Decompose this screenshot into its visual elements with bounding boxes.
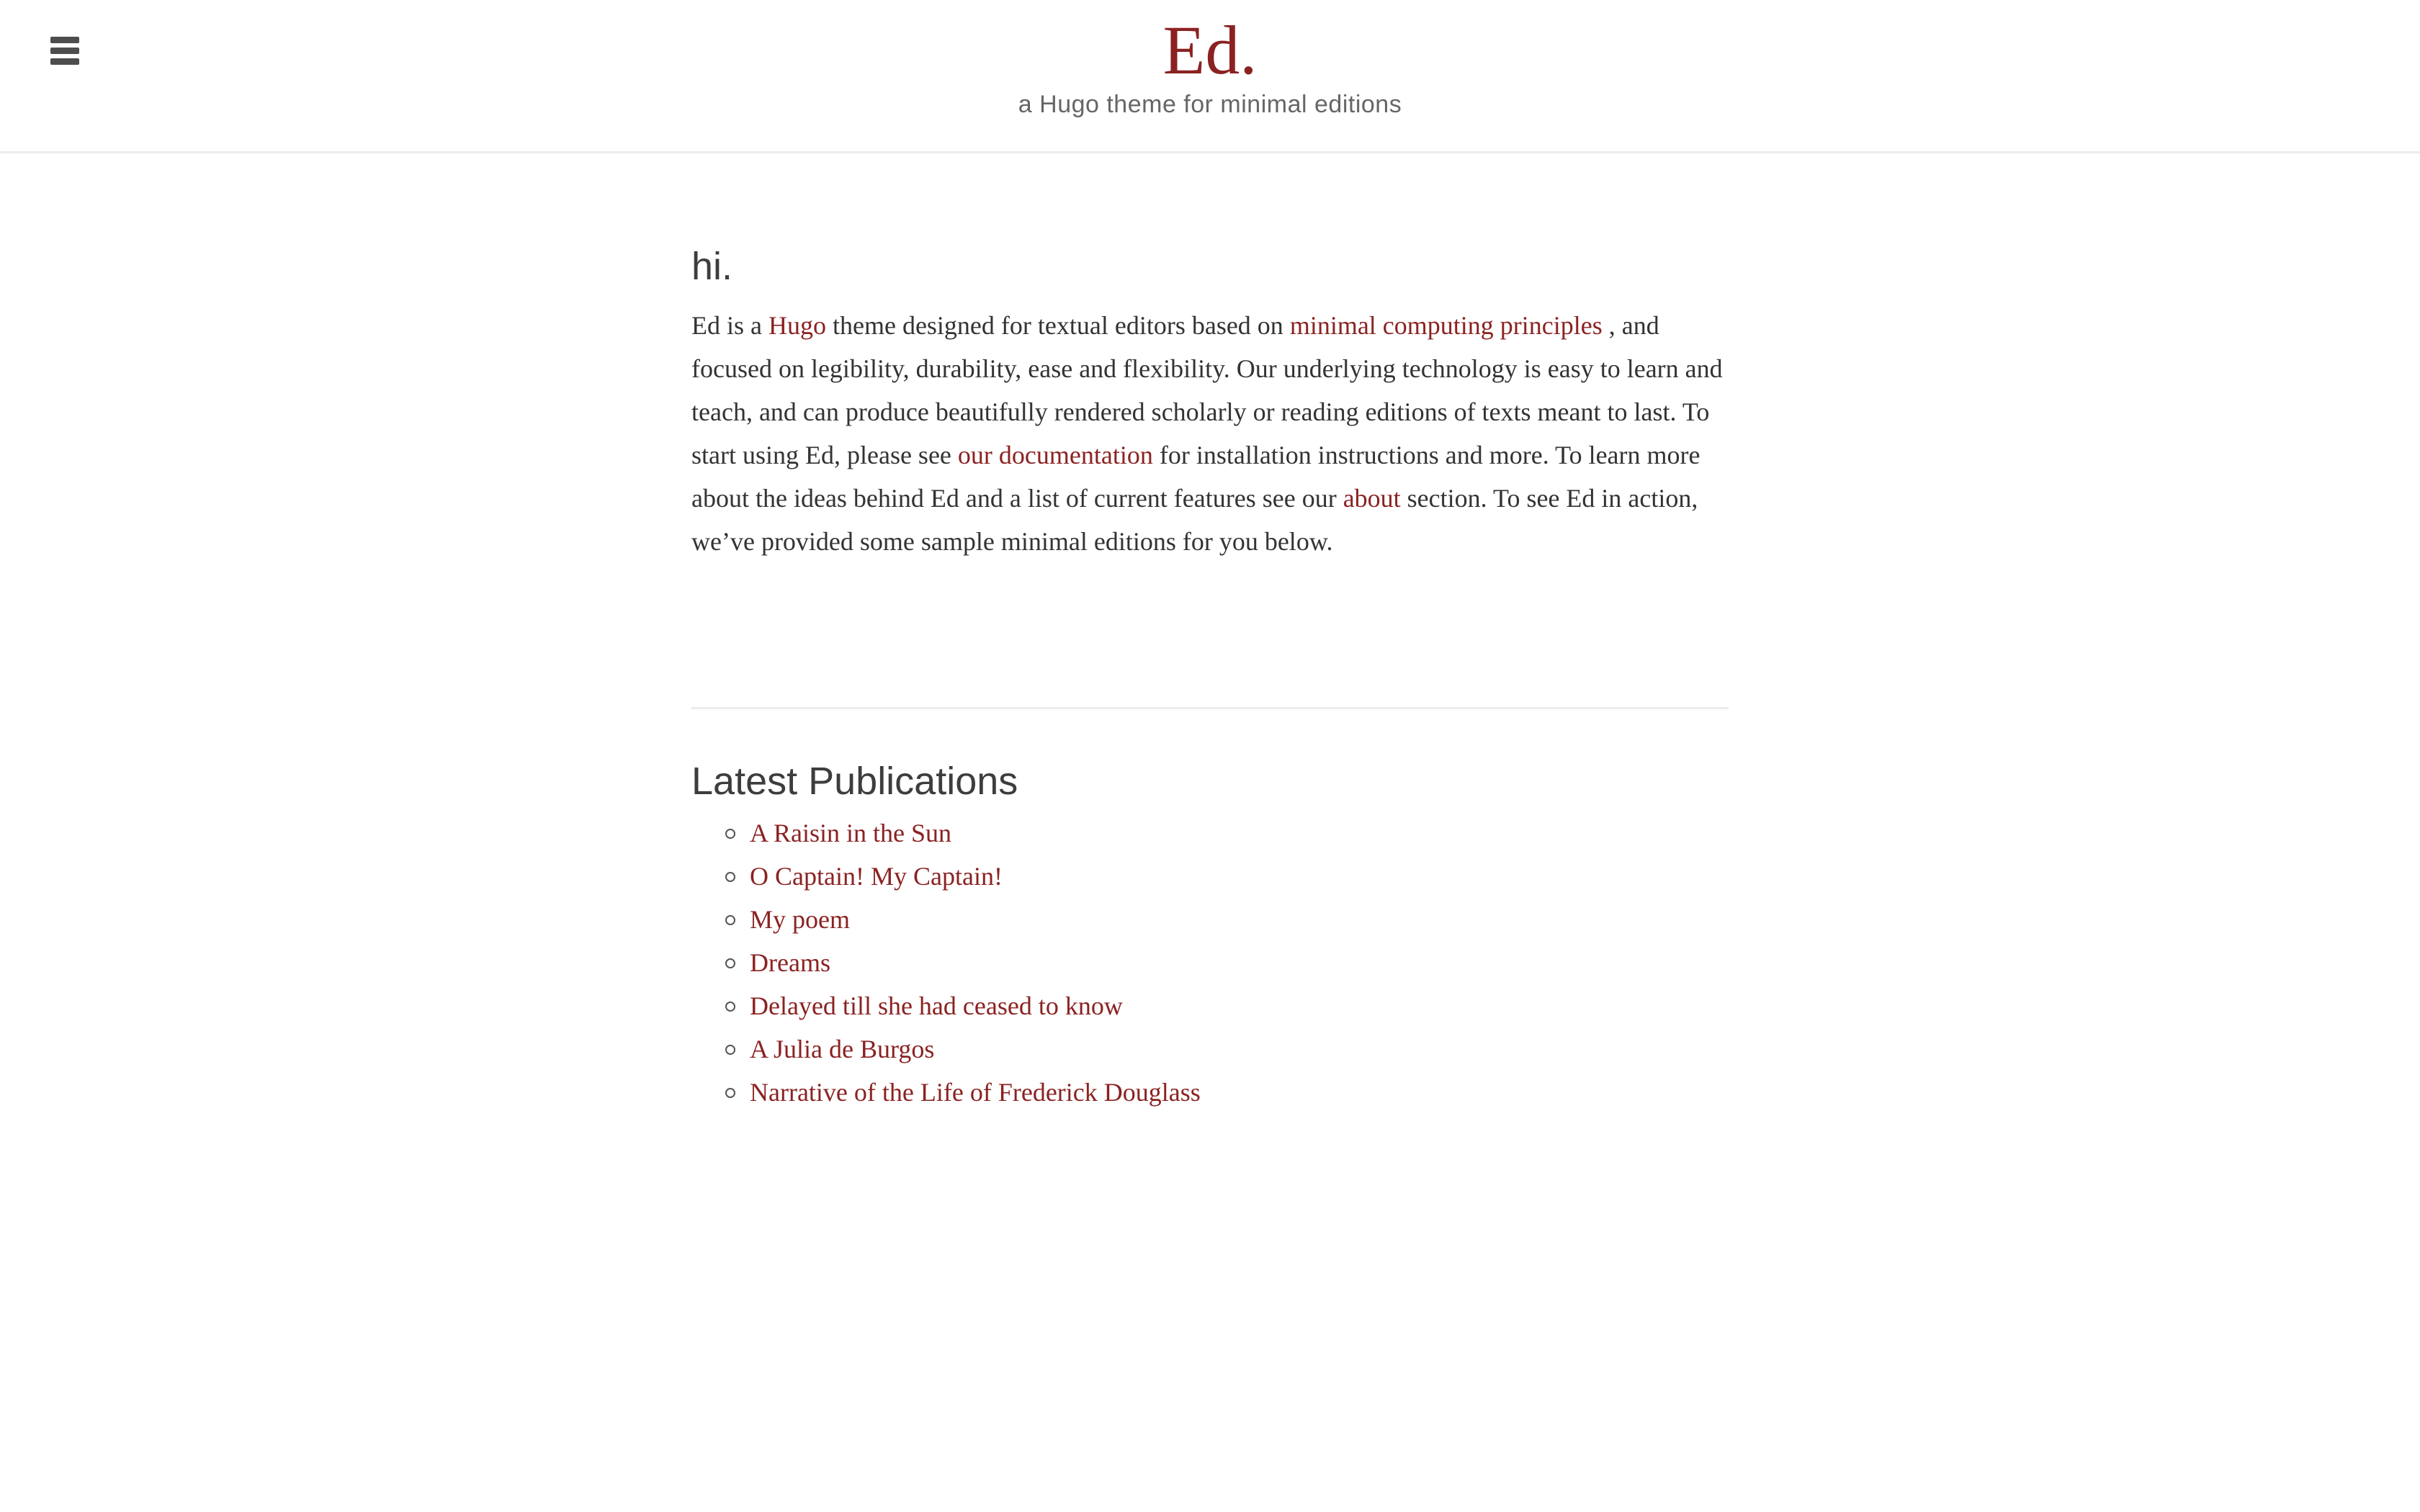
publication-link[interactable]: Dreams: [750, 948, 830, 977]
publications-list: [691, 811, 1729, 1114]
list-item: [691, 1071, 1729, 1114]
publication-link[interactable]: A Raisin in the Sun: [750, 819, 952, 847]
list-item: [691, 811, 1729, 855]
menu-button[interactable]: [50, 37, 79, 65]
publication-link[interactable]: Delayed till she had ceased to know: [750, 991, 1123, 1020]
publication-link[interactable]: Narrative of the Life of Frederick Douglass: [750, 1078, 1201, 1107]
hamburger-icon: [50, 37, 79, 43]
publication-link[interactable]: My poem: [750, 905, 850, 934]
publication-link[interactable]: A Julia de Burgos: [750, 1035, 935, 1063]
intro-paragraph: [691, 304, 1729, 563]
site-header: [0, 0, 2420, 153]
latest-publications-heading: Latest Publications: [691, 760, 1018, 803]
intro-text: Ed is a: [691, 311, 768, 340]
list-item: [691, 941, 1729, 984]
intro-text: for installation instructions and more. To learn more about the ideas behind Ed and a list of current features see our: [691, 441, 1700, 513]
section-divider: [691, 707, 1729, 709]
list-item: [691, 855, 1729, 898]
intro-text: , and focused on legibility, durability, ease and flexibility. Our underlying technology is easy to learn and teach, and can produce beautifully rendered scholarly or reading editions of texts meant to last. To start using Ed, please see: [691, 311, 1723, 469]
minimal-computing-principles-link[interactable]: minimal computing principles: [1289, 311, 1603, 340]
hugo-link[interactable]: Hugo: [768, 311, 826, 340]
main-content: [691, 245, 1729, 1114]
publication-link[interactable]: O Captain! My Captain!: [750, 862, 1003, 891]
intro-text: section. To see Ed in action, we’ve provided some sample minimal editions for you below.: [691, 484, 1698, 556]
about-link[interactable]: about: [1343, 484, 1401, 513]
page-heading: hi.: [691, 245, 733, 288]
documentation-link[interactable]: our documentation: [957, 441, 1153, 469]
list-item: [691, 898, 1729, 941]
list-item: [691, 984, 1729, 1027]
site-title[interactable]: Ed.: [1162, 12, 1258, 89]
hamburger-bar: [50, 48, 79, 54]
hamburger-bar: [50, 58, 79, 65]
intro-text: theme designed for textual editors based on: [825, 311, 1290, 340]
site-subtitle: a Hugo theme for minimal editions: [1018, 91, 1402, 118]
list-item: [691, 1027, 1729, 1071]
